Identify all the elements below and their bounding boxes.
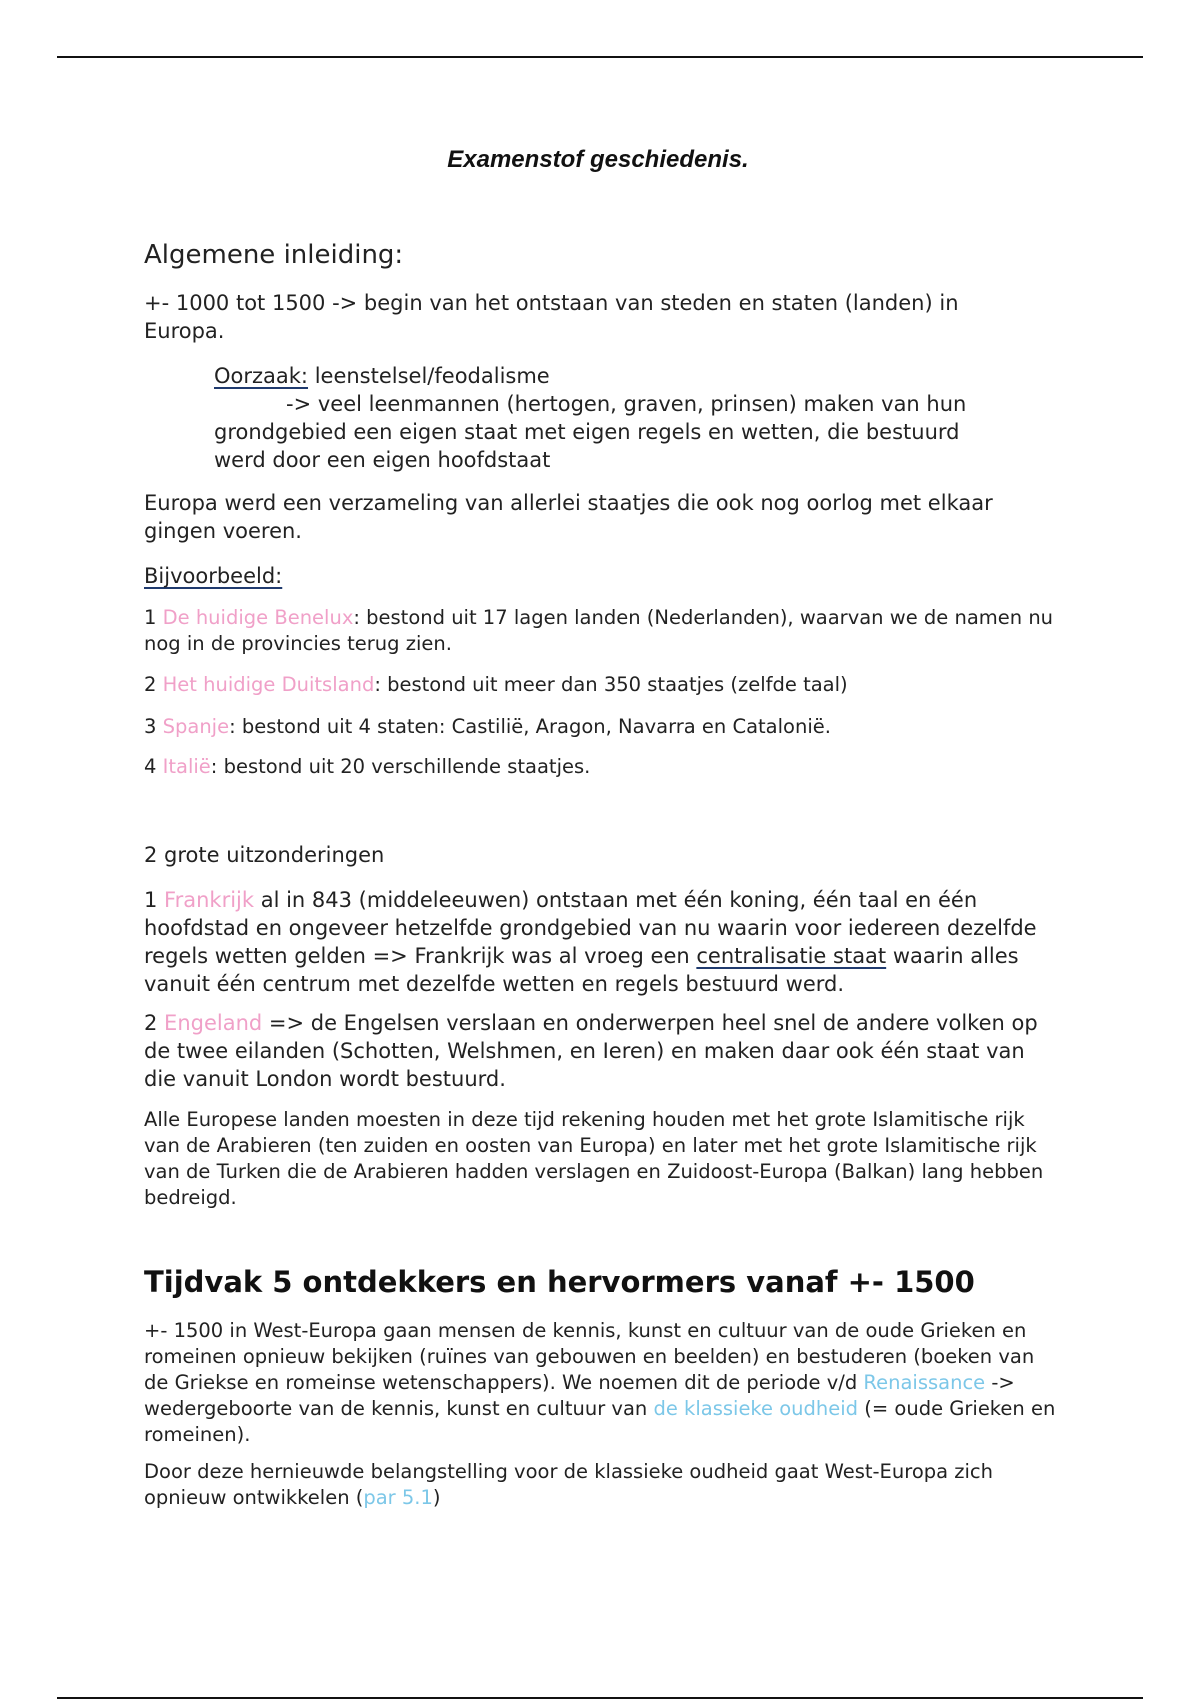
exception-name: Engeland [164, 1011, 263, 1035]
tijdvak-heading: Tijdvak 5 ontdekkers en hervormers vanaf +- 1500 [144, 1265, 975, 1299]
oorzaak-label: Oorzaak: [214, 364, 309, 388]
islam-paragraph: Alle Europese landen moesten in deze tijd rekening houden met het grote Islamitische rijk van de Arabieren (ten zuiden en oosten van Europa) en later met het grote Islamitische rijk van de Turken die de Arabieren hadden verslagen en Zuidoost-Europa (Balkan) lang hebben bedreigd. [144, 1108, 1044, 1209]
exception-item: 1 Frankrijk al in 843 (middeleeuwen) ontstaan met één koning, één taal en één hoofdstad en ongeveer hetzelfde grondgebied van nu waarin voor iedereen dezelfde regels wetten gelden => Frankrijk was al vroeg een centralisatie staat waarin alles vanuit één centrum met dezelfde wetten en regels bestuurd werd. [144, 888, 1037, 996]
example-name: Spanje [162, 715, 230, 738]
oorzaak-block [214, 362, 1014, 474]
bijvoorbeeld-text: Bijvoorbeeld: [144, 564, 283, 588]
europa-paragraph: Europa werd een verzameling van allerlei staatjes die ook nog oorlog met elkaar gingen voeren. [144, 491, 993, 543]
oorzaak-arrow-line: -> veel leenmannen (hertogen, graven, prinsen) maken van hun [286, 392, 967, 416]
exceptions-heading: 2 grote uitzonderingen [144, 843, 385, 867]
exception-item: 2 Engeland => de Engelsen verslaan en onderwerpen heel snel de andere volken op de twee eilanden (Schotten, Welshmen, en Ieren) en maken daar ook één staat van die vanuit London wordt bestuurd. [144, 1011, 1038, 1091]
header-rule [57, 56, 1143, 58]
exception-name: Frankrijk [164, 888, 255, 912]
oorzaak-text: leenstelsel/feodalisme [308, 364, 550, 388]
example-name: De huidige Benelux [162, 606, 354, 629]
example-item: 2 Het huidige Duitsland: bestond uit meer dan 350 staatjes (zelfde taal) [144, 673, 848, 696]
intro-line: +- 1000 tot 1500 -> begin van het ontstaan van steden en staten (landen) in Europa. [144, 291, 959, 343]
document-title: Examenstof geschiedenis. [447, 146, 749, 173]
example-item: 4 Italië: bestond uit 20 verschillende staatjes. [144, 755, 591, 778]
footer-rule [57, 1697, 1143, 1699]
intro-heading: Algemene inleiding: [144, 240, 404, 270]
example-name: Het huidige Duitsland [162, 673, 375, 696]
tijdvak-paragraph-2: Door deze hernieuwde belangstelling voor de klassieke oudheid gaat West-Europa zich opnieuw ontwikkelen (par 5.1) [144, 1460, 994, 1509]
example-name: Italië [162, 755, 211, 778]
par-link: par 5.1 [363, 1486, 433, 1509]
klassieke-oudheid-link: de klassieke oudheid [653, 1397, 859, 1420]
oorzaak-continuation: grondgebied een eigen staat met eigen regels en wetten, die bestuurd werd door een eigen hoofdstaat [214, 420, 960, 472]
bijvoorbeeld-label [144, 562, 282, 590]
renaissance-link: Renaissance [863, 1371, 986, 1394]
tijdvak-paragraph: +- 1500 in West-Europa gaan mensen de kennis, kunst en cultuur van de oude Grieken en romeinen opnieuw bekijken (ruïnes van gebouwen en beelden) en bestuderen (boeken van de Griekse en romeinse wetenschappers). We noemen dit de periode v/d Renaissance -> wedergeboorte van de kennis, kunst en cultuur van de klassieke oudheid (= oude Grieken en romeinen). [144, 1319, 1056, 1446]
centralisatie-link: centralisatie staat [696, 944, 887, 968]
example-item: 1 De huidige Benelux: bestond uit 17 lagen landen (Nederlanden), waarvan we de namen nu nog in de provincies terug zien. [144, 606, 1054, 655]
example-item: 3 Spanje: bestond uit 4 staten: Castilië, Aragon, Navarra en Catalonië. [144, 715, 831, 738]
